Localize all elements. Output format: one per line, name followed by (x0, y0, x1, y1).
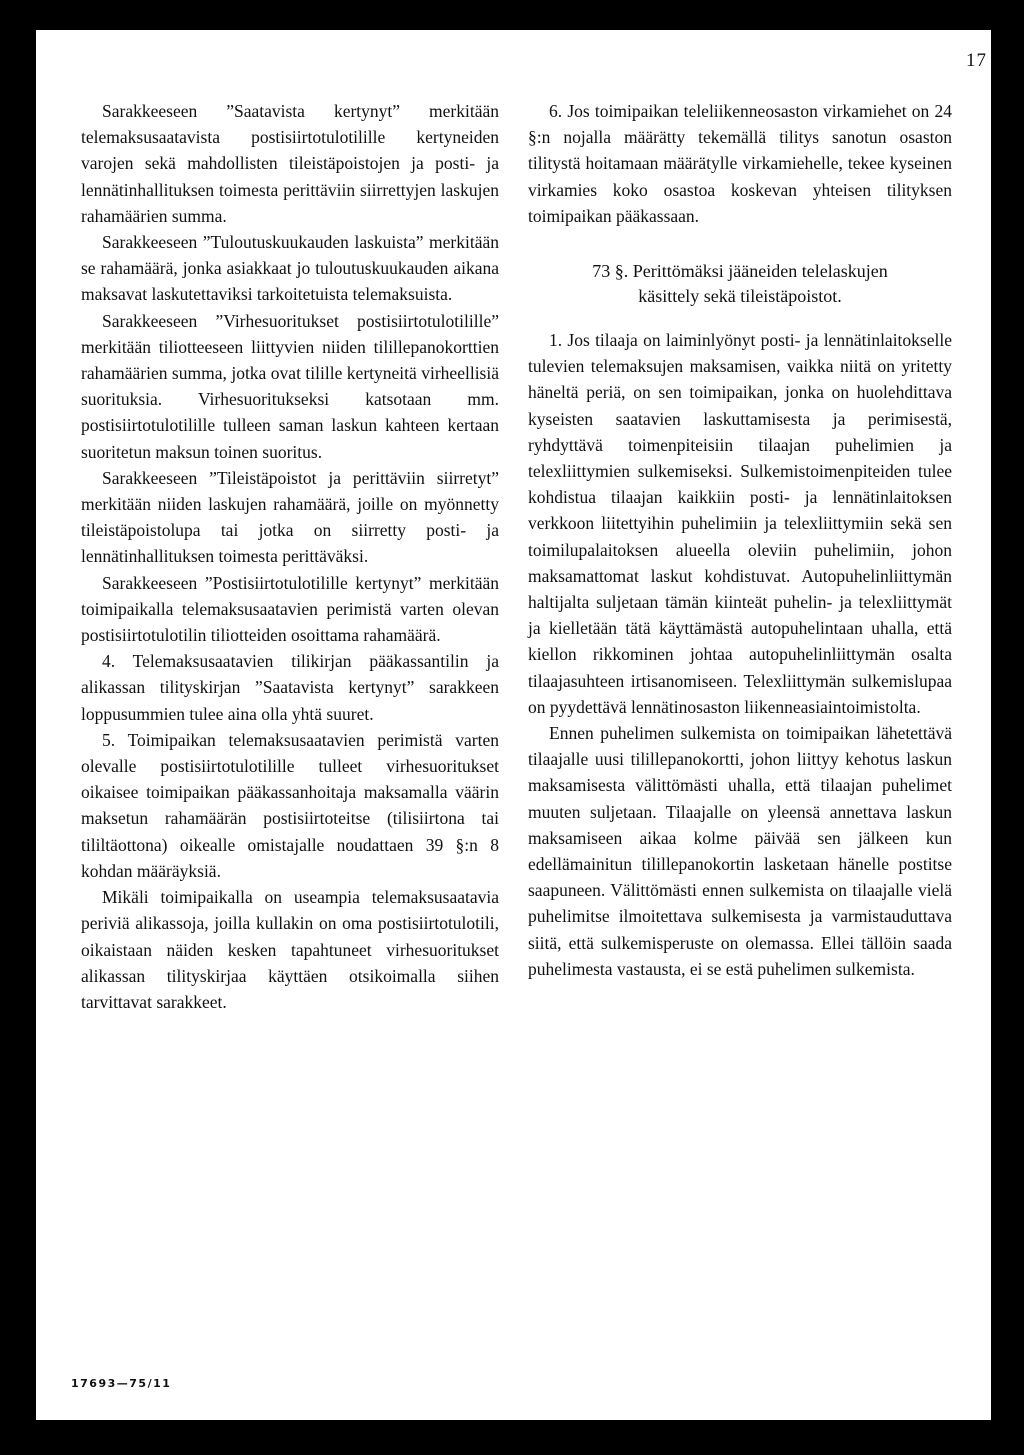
paragraph: Sarakkeeseen ”Postisiirtotulotilille kertynyt” merkitään toimipaikalla telemaksusaatavien perimistä varten olevan postisiirtotulotilin tiliotteiden osoittama rahamäärä. (81, 572, 499, 646)
right-column (528, 98, 952, 982)
paragraph: Sarakkeeseen ”Virhesuoritukset postisiirtotulotilille” merkitään tiliotteeseen liittyvien niiden tilillepanokorttien rahamäärien summa, jotka ovat tilille kertyneitä virheellisiä suorituksia. Virhesuoritukseksi katsotaan mm. postisiirtotulotilille tulleen saman laskun kahteen kertaan suoritetun maksun toinen suoritus. (81, 310, 499, 462)
paragraph: Mikäli toimipaikalla on useampia telemaksusaatavia periviä alikassoja, joilla kullakin on oma postisiirtotulotili, oikaistaan näiden kesken tapahtuneet virhesuoritukset alikassan tilityskirjaa käyttäen otsikoimalla siihen tarvittavat sarakkeet. (81, 887, 499, 1012)
paragraph: 1. Jos tilaaja on laiminlyönyt posti- ja lennätinlaitokselle tulevien telemaksujen maksamisen, vaikka niitä on yritetty häneltä periä, on sen toimipaikan, jonka on huolehdittava kyseisten saatavien laskuttamisesta ja perimisestä, ryhdyttävä toimenpiteisiin tilaajan puhelimien ja telexliittymien sulkemiseksi. Sulkemistoimenpiteiden tulee kohdistua tilaajan kaikkiin posti- ja lennätinlaitoksen verkkoon liitettyihin puhelimiin ja telexliittymiin sekä sen toimilupalaitoksen alueella oleviin puhelimiin, johon maksamattomat laskut kohdistuvat. Autopuhelinliittymän haltijalta suljetaan tämän kiinteät puhelin- ja telexliittymät ja kielletään tätä käyttämästä autopuhelintaan uhalla, että kiellon rikkominen johtaa autopuhelinliittymän osalta tilaajasuhteen irtisanomiseen. Telexliittymän sulkemislupaa on pyydettävä lennätinosaston liikenneasiaintoimistolta. (528, 330, 952, 717)
paragraph: Sarakkeeseen ”Saatavista kertynyt” merkitään telemaksusaatavista postisiirtotulotilille kertyneiden varojen sekä mahdollisten tileistäpoistojen ja posti- ja lennätinhallituksen toimesta perittäviin siirrettyjen laskujen rahamäärien summa. (81, 101, 499, 226)
paragraph: 6. Jos toimipaikan teleliikenneosaston virkamiehet on 24 §:n nojalla määrätty tekemällä tilitys sanotun osaston tilitystä hoitamaan määrätylle virkamiehelle, tekee kyseinen virkamies koko osastoa koskevan yhteisen tilityksen toimipaikan pääkassaan. (528, 101, 952, 226)
paragraph: 4. Telemaksusaatavien tilikirjan pääkassantilin ja alikassan tilityskirjan ”Saatavista kertynyt” sarakkeen loppusummien tulee aina olla yhtä suuret. (81, 651, 499, 724)
document-page (36, 30, 991, 1420)
paragraph: Sarakkeeseen ”Tileistäpoistot ja perittäviin siirretyt” merkitään niiden laskujen rahamäärä, joille on myönnetty tileistäpoistolupa tai jotka on siirretty posti- ja lennätinhallituksen toimesta perittäväksi. (81, 467, 499, 567)
section-heading-line: käsittely sekä tileistäpoistot. (638, 286, 842, 307)
footer-code: 17693—75/11 (71, 1377, 172, 1390)
section-heading (528, 259, 952, 309)
section-heading-line: 73 §. Perittömäksi jääneiden telelaskujen (592, 261, 888, 282)
paragraph: Ennen puhelimen sulkemista on toimipaikan lähetettävä tilaajalle uusi tilillepanokortti, johon liittyy kehotus laskun maksamisesta välittömästi uhalla, että tilaajan puhelimet muuten suljetaan. Tilaajalle on yleensä annettava laskun maksamiseen aikaa kolme päivää sen jälkeen kun edellämainitun tilillepanokortin lasketaan hänelle postitse saapuneen. Välittömästi ennen sulkemista on tilaajalle vielä puhelimitse ilmoitettava sulkemisesta ja varmistauduttava siitä, että sulkemisperuste on olemassa. Ellei tällöin saada puhelimesta vastausta, ei se estä puhelimen sulkemista. (528, 723, 952, 979)
paragraph: 5. Toimipaikan telemaksusaatavien perimistä varten olevalle postisiirtotulotilille tulleet virhesuoritukset oikaisee toimipaikan pääkassanhoitaja maksamalla väärin maksetun rahamäärän postisiirtoteitse (tilisiirtona tai tililtäottona) oikealle omistajalle noudattaen 39 §:n 8 kohdan määräyksiä. (81, 729, 499, 881)
paragraph: Sarakkeeseen ”Tuloutuskuukauden laskuista” merkitään se rahamäärä, jonka asiakkaat jo tuloutuskuukauden aikana maksavat laskutettaviksi tarkoitetuista telemaksuista. (81, 232, 499, 305)
left-column (81, 98, 499, 1015)
page-number: 17 (966, 50, 987, 71)
